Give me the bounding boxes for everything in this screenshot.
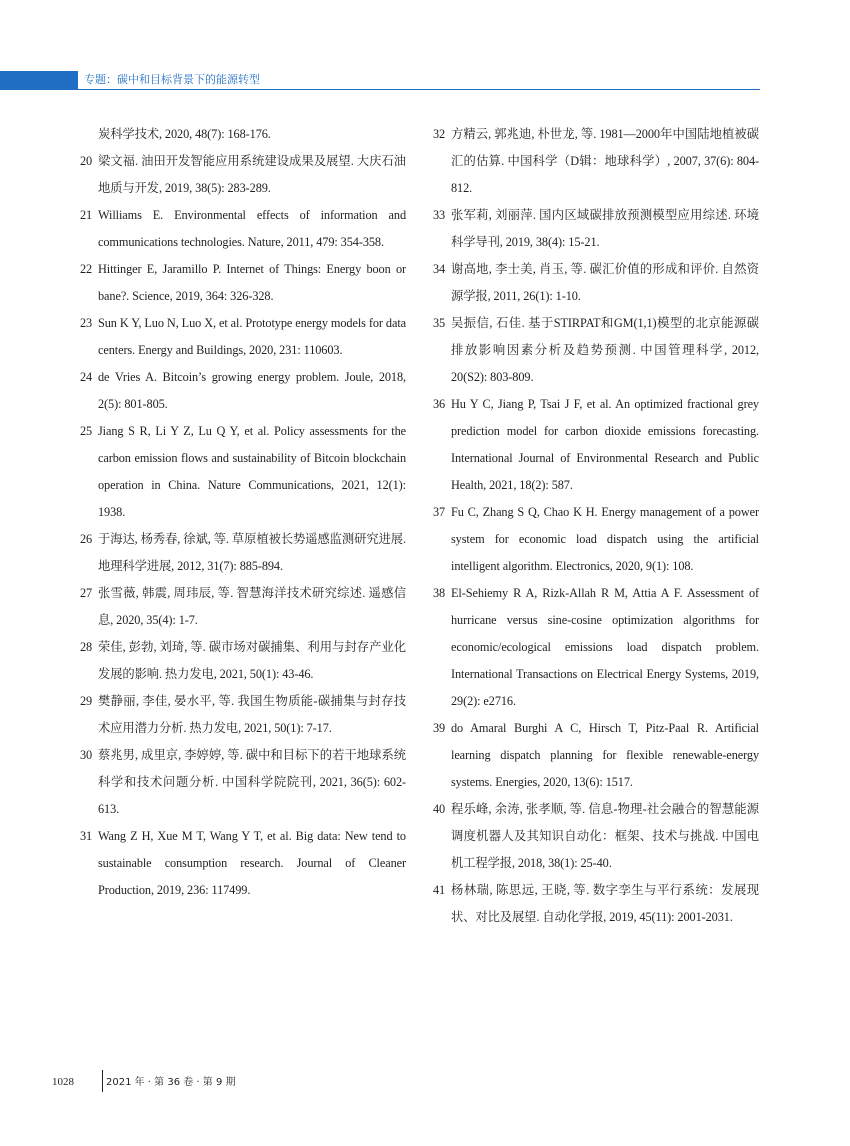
issue-info: 2021 年 · 第 36 卷 · 第 9 期 xyxy=(106,1077,236,1088)
reference-text: 荣佳, 彭勃, 刘琦, 等. 碳市场对碳捕集、利用与封存产业化发展的影响. 热力发电, 2021, 50(1): 43-46. xyxy=(98,640,406,681)
reference-number: 41 xyxy=(433,883,446,897)
reference-item xyxy=(80,580,406,634)
reference-number: 27 xyxy=(80,586,93,600)
reference-text: de Vries A. Bitcoin’s growing energy problem. Joule, 2018, 2(5): 801-805. xyxy=(98,370,406,411)
reference-text: Fu C, Zhang S Q, Chao K H. Energy management of a power system for economic load dispatch using the artificial intelligent algorithm. Electronics, 2020, 9(1): 108. xyxy=(451,505,759,573)
reference-list-left xyxy=(80,121,406,904)
reference-number: 23 xyxy=(80,316,93,330)
reference-number: 37 xyxy=(433,505,446,519)
reference-text: 吴振信, 石佳. 基于STIRPAT和GM(1,1)模型的北京能源碳排放影响因素分析及趋势预测. 中国管理科学, 2012, 20(S2): 803-809. xyxy=(451,316,759,384)
reference-text: 于海达, 杨秀春, 徐斌, 等. 草原植被长势遥感监测研究进展. 地理科学进展, 2012, 31(7): 885-894. xyxy=(98,532,406,573)
reference-number: 38 xyxy=(433,586,446,600)
reference-item xyxy=(433,877,759,931)
reference-number: 32 xyxy=(433,127,446,141)
reference-item xyxy=(433,256,759,310)
reference-number: 36 xyxy=(433,397,446,411)
reference-item xyxy=(80,688,406,742)
reference-number: 26 xyxy=(80,532,93,546)
reference-text: 方精云, 郭兆迪, 朴世龙, 等. 1981—2000年中国陆地植被碳汇的估算. 中国科学（D辑：地球科学）, 2007, 37(6): 804-812. xyxy=(451,127,759,195)
header-color-band xyxy=(0,71,78,90)
reference-text: 梁文福. 油田开发智能应用系统建设成果及展望. 大庆石油地质与开发, 2019, 38(5): 283-289. xyxy=(98,154,406,195)
reference-text: 谢高地, 李士美, 肖玉, 等. 碳汇价值的形成和评价. 自然资源学报, 2011, 26(1): 1-10. xyxy=(451,262,759,303)
reference-item xyxy=(80,121,406,148)
reference-text: 杨林瑞, 陈思远, 王晓, 等. 数字孪生与平行系统：发展现状、对比及展望. 自动化学报, 2019, 45(11): 2001-2031. xyxy=(451,883,759,924)
reference-item xyxy=(433,715,759,796)
reference-text: Hittinger E, Jaramillo P. Internet of Things: Energy boon or bane?. Science, 2019, 364: 326-328. xyxy=(98,262,406,303)
reference-item xyxy=(433,499,759,580)
reference-text: 樊静丽, 李佳, 晏水平, 等. 我国生物质能-碳捕集与封存技术应用潜力分析. 热力发电, 2021, 50(1): 7-17. xyxy=(98,694,406,735)
reference-list-right xyxy=(433,121,759,931)
reference-item xyxy=(433,202,759,256)
footer-divider xyxy=(102,1070,103,1092)
reference-item xyxy=(80,823,406,904)
reference-item xyxy=(80,148,406,202)
reference-item xyxy=(80,742,406,823)
reference-text: 张雪薇, 韩震, 周玮辰, 等. 智慧海洋技术研究综述. 遥感信息, 2020, 35(4): 1-7. xyxy=(98,586,406,627)
reference-number: 20 xyxy=(80,154,93,168)
reference-number: 21 xyxy=(80,208,93,222)
reference-number: 31 xyxy=(80,829,93,843)
reference-text: Sun K Y, Luo N, Luo X, et al. Prototype energy models for data centers. Energy and Buildings, 2020, 231: 110603. xyxy=(98,316,406,357)
reference-text: 张军莉, 刘丽萍. 国内区域碳排放预测模型应用综述. 环境科学导刊, 2019, 38(4): 15-21. xyxy=(451,208,759,249)
reference-number: 28 xyxy=(80,640,93,654)
reference-item xyxy=(433,580,759,715)
reference-item xyxy=(80,364,406,418)
reference-item xyxy=(80,526,406,580)
section-title: 专题：碳中和目标背景下的能源转型 xyxy=(84,73,260,86)
reference-number: 30 xyxy=(80,748,93,762)
reference-number: 40 xyxy=(433,802,446,816)
reference-item xyxy=(80,634,406,688)
reference-number: 29 xyxy=(80,694,93,708)
reference-number: 39 xyxy=(433,721,446,735)
reference-number: 34 xyxy=(433,262,446,276)
page-number: 1028 xyxy=(52,1076,74,1088)
reference-item xyxy=(80,202,406,256)
reference-item xyxy=(80,310,406,364)
reference-item xyxy=(433,310,759,391)
reference-text: 炭科学技术, 2020, 48(7): 168-176. xyxy=(98,127,271,141)
reference-text: El-Sehiemy R A, Rizk-Allah R M, Attia A F. Assessment of hurricane versus sine-cosine optimization algorithms for economic/ecological emissions load dispatch problem. International Transactions on Electrical Energy Systems, 2019, 29(2): e2716. xyxy=(451,586,759,708)
reference-text: do Amaral Burghi A C, Hirsch T, Pitz-Paal R. Artificial learning dispatch planning for flexible renewable-energy systems. Energies, 2020, 13(6): 1517. xyxy=(451,721,759,789)
reference-number: 35 xyxy=(433,316,446,330)
reference-text: Hu Y C, Jiang P, Tsai J F, et al. An optimized fractional grey prediction model for carbon dioxide emissions forecasting. International Journal of Environmental Research and Public Health, 2021, 18(2): 587. xyxy=(451,397,759,492)
reference-text: Jiang S R, Li Y Z, Lu Q Y, et al. Policy assessments for the carbon emission flows and sustainability of Bitcoin blockchain operation in China. Nature Communications, 2021, 12(1): 1938. xyxy=(98,424,406,519)
reference-number: 25 xyxy=(80,424,93,438)
reference-text: 蔡兆男, 成里京, 李婷婷, 等. 碳中和目标下的若干地球系统科学和技术问题分析. 中国科学院院刊, 2021, 36(5): 602-613. xyxy=(98,748,406,816)
reference-number: 33 xyxy=(433,208,446,222)
reference-item xyxy=(80,256,406,310)
reference-item xyxy=(80,418,406,526)
reference-text: Williams E. Environmental effects of information and communications technologies. Nature, 2011, 479: 354-358. xyxy=(98,208,406,249)
reference-text: 程乐峰, 余涛, 张孝顺, 等. 信息-物理-社会融合的智慧能源调度机器人及其知识自动化：框架、技术与挑战. 中国电机工程学报, 2018, 38(1): 25-40. xyxy=(451,802,759,870)
reference-item xyxy=(433,121,759,202)
reference-text: Wang Z H, Xue M T, Wang Y T, et al. Big data: New tend to sustainable consumption research. Journal of Cleaner Production, 2019, 236: 117499. xyxy=(98,829,406,897)
reference-number: 24 xyxy=(80,370,93,384)
reference-number: 22 xyxy=(80,262,93,276)
reference-item xyxy=(433,391,759,499)
header-divider xyxy=(78,89,760,90)
reference-item xyxy=(433,796,759,877)
